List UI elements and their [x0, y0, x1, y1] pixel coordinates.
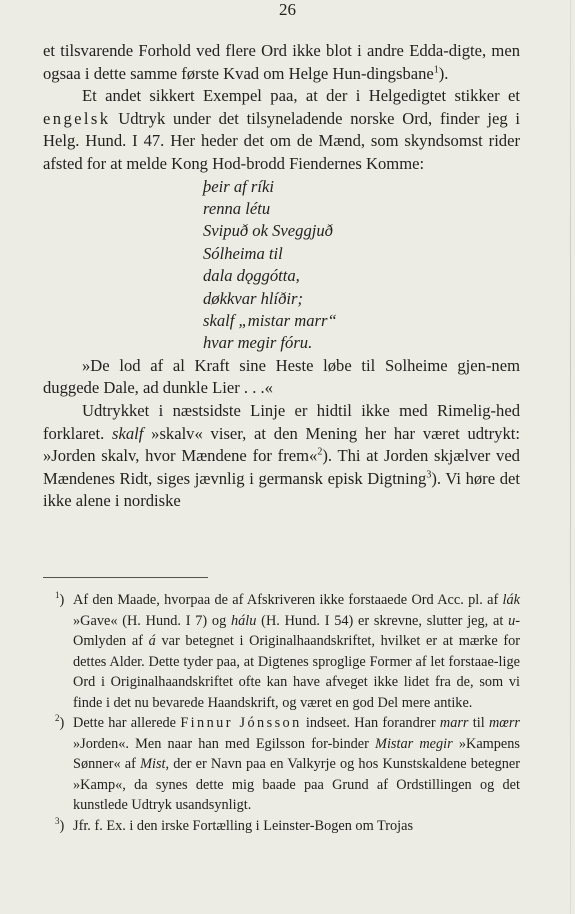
- footnotes: [43, 590, 520, 836]
- verse-line: døkkvar hlíðir;: [203, 288, 304, 308]
- verse-line: dala dǫggótta,: [203, 266, 300, 286]
- footnote-mark: 3: [55, 815, 60, 826]
- footnote-divider: [43, 577, 208, 578]
- paragraph-4: Udtrykket i næstsidste Linje er hidtil ikke med Rimelig-hed forklaret. skalf »skalv« viser, at den Mening her har været udtrykt: »Jorden skalv, hvor Mændene for frem«$^2$). Thi at Jorden skjælver ved Mændenes Ridt, siges jævnlig i germansk episk Digtning$^3$). Vi høre det ikke alene i nordiske: [43, 401, 520, 511]
- paragraph-1: et tilsvarende Forhold ved flere Ord ikke blot i andre Edda-digte, men ogsaa i dette samme første Kvad om Helge Hun-dingsbane$^1$).: [43, 41, 520, 83]
- spaced-word: engelsk: [43, 108, 111, 128]
- footnote-mark: 1: [55, 590, 60, 601]
- footnote-3: $^3$) Jfr. f. Ex. i den irske Fortælling i Leinster-Bogen om Trojas: [55, 815, 414, 834]
- paragraph-3: »De lod af al Kraft sine Heste løbe til Solheime gjen-nem duggede Dale, ad dunkle Lier . . .«: [43, 355, 520, 398]
- footnote-ref-1: 1: [433, 64, 439, 76]
- footnote-1: $^1$) Af den Maade, hvorpaa de af Afskriveren ikke forstaaede Ord Acc. pl. af lák »Gave« (H. Hund. I 7) og hálu (H. Hund. I 54) er skrevne, slutter jeg, at u-Omlyden af á var betegnet i Originalhaandskriftet, hvilket er at mærke for dettes Alder. Dette tyder paa, at Digtenes sproglige Former af let forstaae-lige Ord i Originalhaandskriftet ofte kan have afveget ikke lidet fra de, som vi finde i det nu bevarede Haandskrift, og været en god Del mere antike.: [55, 590, 521, 711]
- verse-line: renna létu: [203, 198, 271, 218]
- verse-quote: [203, 176, 520, 355]
- verse-line: Svipuð ok Sveggjuð: [203, 221, 333, 241]
- footnote-ref-2: 2: [317, 446, 323, 458]
- verse-line: hvar megir fóru.: [203, 333, 313, 353]
- footnote-2: $^2$) Dette har allerede Finnur Jónsson indseet. Han forandrer marr til mœrr »Jorden«. Men naar han med Egilsson for-binder Mistar megir »Kampens Sønner« af Mist, der er Navn paa en Valkyrje og hos Kunstskaldene betegner »Kamp«, da synes dette mig baade paa Grund af Ordstillingen og det kunstlede Udtryk usandsynligt.: [55, 713, 520, 813]
- verse-line: skalf „mistar marr“: [203, 311, 337, 330]
- footnote-ref-3: 3: [426, 469, 432, 481]
- verse-line: Sólheima til: [203, 243, 283, 263]
- paragraph-2: Et andet sikkert Exempel paa, at der i Helgedigtet stikker et engelsk Udtryk under det tilsyneladende norske Ord, finder jeg i Helg. Hund. I 47. Her heder det om de Mænd, som skyndsomst rider afsted for at melde Kong Hod-brodd Fiendernes Komme:: [43, 86, 520, 173]
- main-text: [43, 40, 520, 513]
- page-edge-shadow: [570, 0, 571, 914]
- page-number: 26: [279, 0, 296, 19]
- footnote-mark: 2: [55, 713, 60, 724]
- verse-line: þeir af ríki: [203, 176, 274, 196]
